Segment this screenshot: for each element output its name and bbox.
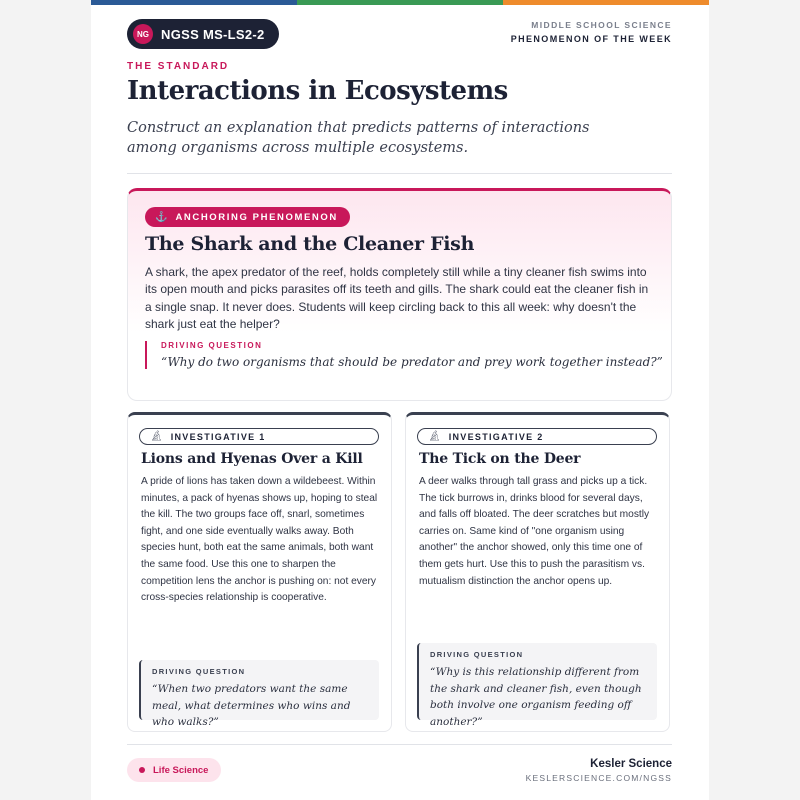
investigative-card-2	[405, 412, 670, 732]
anchor-driving-question	[145, 341, 671, 369]
series-name: PHENOMENON OF THE WEEK	[510, 34, 672, 44]
driving-question-label: DRIVING QUESTION	[152, 667, 246, 676]
investigative-pill	[417, 428, 657, 445]
anchoring-phenomenon-pill	[145, 207, 350, 227]
microscope-icon: 🔬︎	[428, 431, 441, 442]
subject-dot-icon	[139, 767, 145, 773]
top-bar-blue	[91, 0, 297, 5]
investigative-driving-question	[139, 660, 379, 728]
brand-name: Kesler Science	[590, 758, 672, 770]
top-bar-orange	[503, 0, 709, 5]
investigative-pill	[139, 428, 379, 445]
anchor-title: The Shark and the Cleaner Fish	[145, 233, 475, 255]
worksheet-page	[91, 0, 709, 800]
ngss-logo-icon: NG	[133, 24, 153, 44]
subject-label: Life Science	[153, 764, 209, 776]
standard-section-label: THE STANDARD	[127, 61, 230, 72]
standard-badge	[127, 19, 279, 49]
brand-url: KESLERSCIENCE.COM/NGSS	[525, 773, 672, 783]
brand-block	[526, 758, 672, 783]
anchoring-phenomenon-card	[127, 188, 672, 401]
series-label	[511, 20, 672, 44]
driving-question-text: “When two predators want the same meal, what determines who wins and who walks?”	[152, 683, 351, 728]
microscope-icon: 🔬︎	[150, 431, 163, 442]
divider	[127, 173, 672, 174]
investigative-driving-question	[417, 643, 657, 728]
driving-question-label: DRIVING QUESTION	[161, 341, 263, 350]
anchoring-phenomenon-label: ANCHORING PHENOMENON	[175, 211, 338, 223]
top-bar-green	[297, 0, 503, 5]
investigative-label: INVESTIGATIVE 1	[170, 431, 266, 442]
standard-description: Construct an explanation that predicts patterns of interactions among organisms across multiple ecosystems.	[127, 120, 590, 156]
anchor-description: A shark, the apex predator of the reef, holds completely still while a tiny cleaner fish swims into its open mouth and picks parasites off its teeth and gills. The shark could eat the cleaner fish in a single snap. It never does. Students will keep circling back to this all week: why doesn't the shark just eat the helper?	[145, 265, 649, 332]
anchor-icon: ⚓	[155, 211, 168, 223]
standard-code: NGSS MS-LS2-2	[161, 26, 265, 42]
investigative-title: The Tick on the Deer	[419, 451, 581, 467]
investigative-label: INVESTIGATIVE 2	[448, 431, 544, 442]
driving-question-text: “Why is this relationship different from the shark and cleaner fish, even though both involve one organism feeding off another?”	[430, 666, 642, 728]
top-color-bar	[91, 0, 709, 5]
series-subject: MIDDLE SCHOOL SCIENCE	[531, 20, 672, 30]
investigative-description: A pride of lions has taken down a wildebeest. Within minutes, a pack of hyenas shows up, hoping to steal the kill. The two groups face off, snarl, sometimes fight, and one side eventually walks away. Both species hunt, both eat the same animals, both want the same food. Use this one to sharpen the competition lens the anchor is pushing on: not every cross-species relationship is cooperative.	[141, 476, 378, 604]
driving-question-text: “Why do two organisms that should be predator and prey work together instead?”	[161, 355, 663, 369]
page-title: Interactions in Ecosystems	[127, 76, 508, 106]
investigative-description: A deer walks through tall grass and picks up a tick. The tick burrows in, drinks blood for several days, and falls off bloated. The deer scratches but mostly carries on. Same kind of "one organism using another" the anchor showed, only this time one of them gets hurt. Use this to push the parasitism vs. mutualism distinction the anchor opens up.	[419, 476, 650, 587]
subject-tag	[127, 758, 221, 782]
investigative-title: Lions and Hyenas Over a Kill	[141, 451, 363, 467]
investigative-card-1	[127, 412, 392, 732]
driving-question-label: DRIVING QUESTION	[430, 650, 524, 659]
footer-divider	[127, 744, 672, 745]
